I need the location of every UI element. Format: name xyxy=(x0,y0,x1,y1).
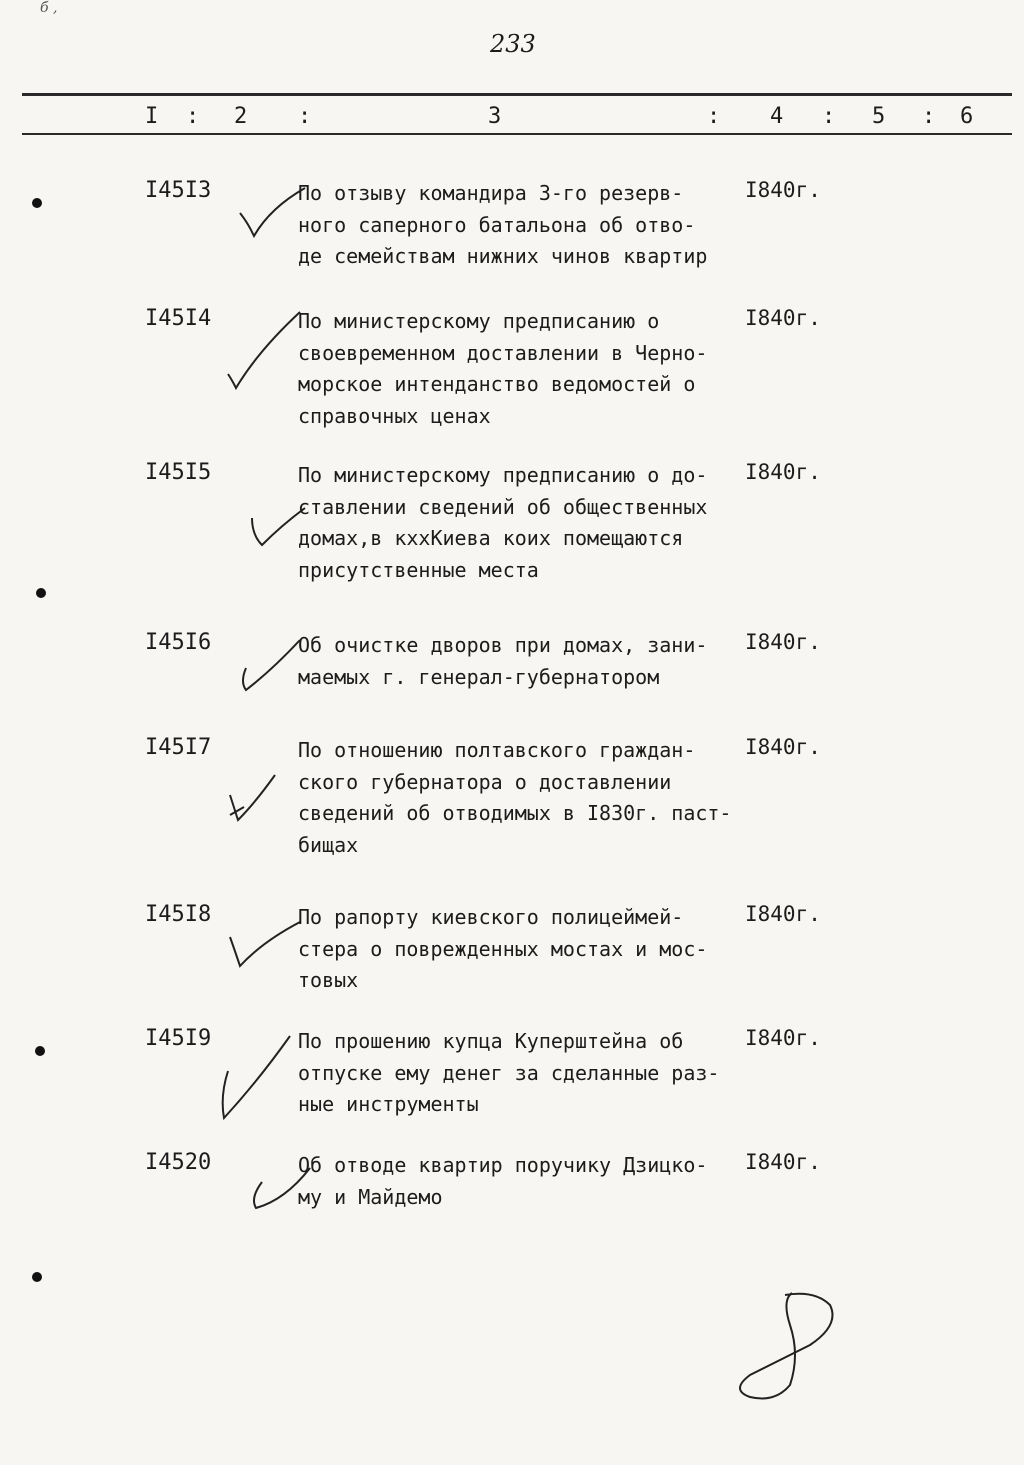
record-title: Об отводе квартир поручику Дзицко- му и Майдемо xyxy=(298,1153,708,1209)
record-year: I840г. xyxy=(745,1150,821,1174)
record-number: I45I4 xyxy=(145,306,212,331)
column-header-5: 5 xyxy=(872,104,886,129)
record-title: По рапорту киевского полицеймей- стера о поврежденных мостах и мос- товых xyxy=(298,905,708,992)
column-separator: : xyxy=(707,104,721,129)
record-number: I45I9 xyxy=(145,1026,212,1051)
record-number: I45I8 xyxy=(145,902,212,927)
page-number: 233 xyxy=(490,30,536,58)
record-year: I840г. xyxy=(745,460,821,484)
column-separator: : xyxy=(186,104,200,129)
binder-hole-mark xyxy=(35,1046,45,1056)
column-header-4: 4 xyxy=(770,104,784,129)
record-title: По прошению купца Куперштейна об отпуске ему денег за сделанные раз- ные инструменты xyxy=(298,1029,720,1116)
corner-mark: б , xyxy=(40,0,58,16)
record-year: I840г. xyxy=(745,902,821,926)
record-title: Об очистке дворов при домах, зани- маемых г. генерал-губернатором xyxy=(298,633,708,689)
column-header-3: 3 xyxy=(488,104,502,129)
record-title: По министерскому предписанию о своевременном доставлении в Черно- морское интенданство ведомостей о справочных ценах xyxy=(298,309,708,428)
column-header-1: I xyxy=(145,104,159,129)
column-header-2: 2 xyxy=(234,104,248,129)
column-separator: : xyxy=(922,104,936,129)
record-year: I840г. xyxy=(745,1026,821,1050)
record-year: I840г. xyxy=(745,306,821,330)
column-separator: : xyxy=(298,104,312,129)
record-number: I45I5 xyxy=(145,460,212,485)
binder-hole-mark xyxy=(32,198,42,208)
signature-icon xyxy=(720,1285,850,1410)
record-title: По министерскому предписанию о до- ставлении сведений об общественных домах,в кххКиева коих помещаются присутственные места xyxy=(298,463,708,582)
column-header-6: 6 xyxy=(960,104,974,129)
record-number: I45I3 xyxy=(145,178,212,203)
record-number: I4520 xyxy=(145,1150,212,1175)
table-header-rule xyxy=(22,133,1012,135)
binder-hole-mark xyxy=(32,1272,42,1282)
column-separator: : xyxy=(822,104,836,129)
record-number: I45I7 xyxy=(145,735,212,760)
table-top-rule xyxy=(22,93,1012,96)
record-year: I840г. xyxy=(745,630,821,654)
record-title: По отзыву командира 3-го резерв- ного саперного батальона об отво- де семействам нижних чинов квартир xyxy=(298,181,708,268)
record-title: По отношению полтавского граждан- ского губернатора о доставлении сведений об отводимых в I830г. паст- бищах xyxy=(298,738,732,857)
record-year: I840г. xyxy=(745,735,821,759)
record-number: I45I6 xyxy=(145,630,212,655)
record-year: I840г. xyxy=(745,178,821,202)
binder-hole-mark xyxy=(36,588,46,598)
